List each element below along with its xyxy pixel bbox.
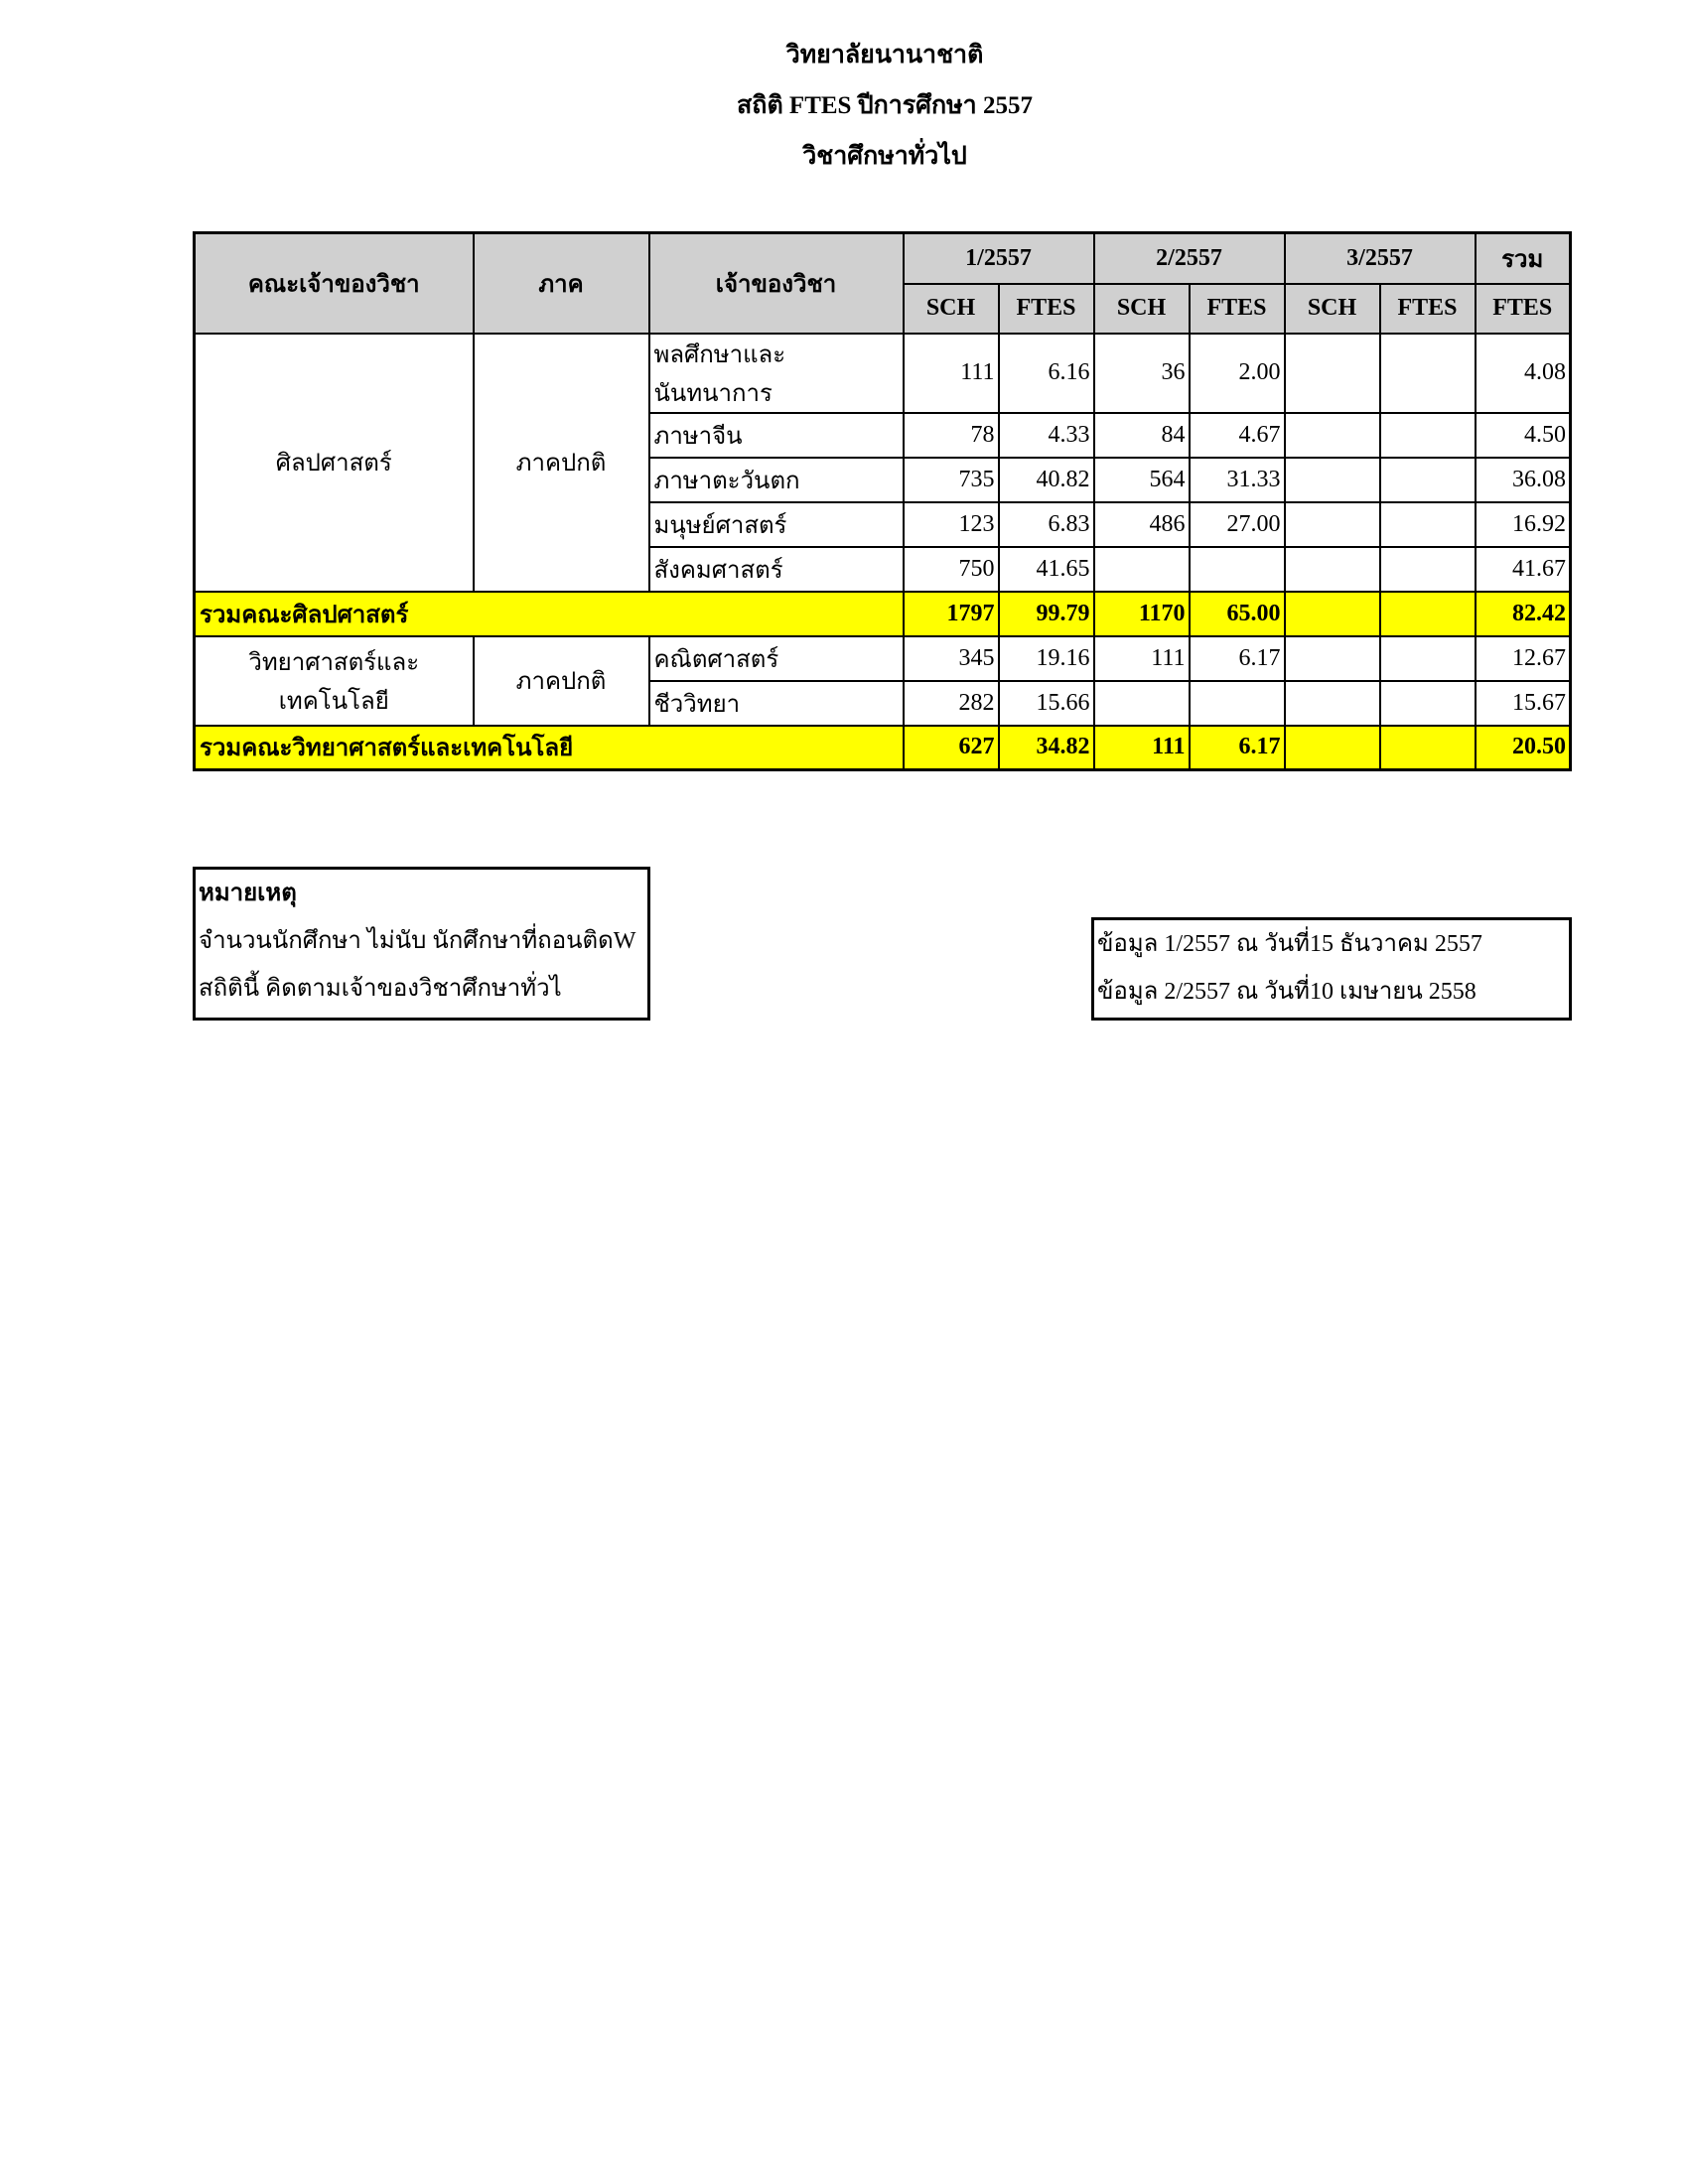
- ftes1-cell: 19.16: [999, 636, 1094, 681]
- sch2-cell: 1170: [1094, 592, 1190, 636]
- sch3-cell: [1285, 458, 1380, 502]
- sch3-cell: [1285, 726, 1380, 770]
- ftes3-cell: [1380, 636, 1476, 681]
- owner-cell: ภาษาจีน: [649, 413, 904, 458]
- sch2-cell: 36: [1094, 334, 1190, 413]
- faculty-total-label: รวมคณะวิทยาศาสตร์และเทคโนโลยี: [195, 726, 904, 770]
- header-program: ภาค: [474, 233, 649, 334]
- notes-box: [193, 867, 650, 1021]
- ftes1-cell: 40.82: [999, 458, 1094, 502]
- ftes3-cell: [1380, 592, 1476, 636]
- faculty-total-row: [195, 592, 1571, 636]
- header-owner: เจ้าของวิชา: [649, 233, 904, 334]
- header-sch-2: SCH: [1094, 284, 1190, 334]
- program-cell: ภาคปกติ: [474, 636, 649, 726]
- report-title: สถิติ FTES ปีการศึกษา 2557: [737, 92, 1033, 119]
- header-faculty: คณะเจ้าของวิชา: [195, 233, 474, 334]
- sch2-cell: [1094, 547, 1190, 592]
- ftes2-cell: 31.33: [1190, 458, 1285, 502]
- owner-cell: ชีววิทยา: [649, 681, 904, 726]
- ftes1-cell: 99.79: [999, 592, 1094, 636]
- ftes3-cell: [1380, 681, 1476, 726]
- notes-title: หมายเหตุ: [199, 881, 297, 906]
- ftes3-cell: [1380, 502, 1476, 547]
- sch1-cell: 345: [904, 636, 999, 681]
- sch3-cell: [1285, 681, 1380, 726]
- ftes2-cell: 4.67: [1190, 413, 1285, 458]
- sch1-cell: 735: [904, 458, 999, 502]
- sch1-cell: 111: [904, 334, 999, 413]
- sch1-cell: 282: [904, 681, 999, 726]
- data-date-box: [1091, 917, 1572, 1021]
- header-term-2: 2/2557: [1094, 233, 1285, 284]
- ftes2-cell: 65.00: [1190, 592, 1285, 636]
- ftes2-cell: 6.17: [1190, 726, 1285, 770]
- header-sch-1: SCH: [904, 284, 999, 334]
- faculty-cell: วิทยาศาสตร์และเทคโนโลยี: [195, 636, 474, 726]
- ftes2-cell: 27.00: [1190, 502, 1285, 547]
- sch2-cell: [1094, 681, 1190, 726]
- report-subtitle: วิชาศึกษาทั่วไป: [802, 143, 967, 170]
- ftes1-cell: 6.83: [999, 502, 1094, 547]
- table-row: [195, 636, 1571, 681]
- total-ftes-cell: 4.08: [1476, 334, 1571, 413]
- owner-cell: ภาษาตะวันตก: [649, 458, 904, 502]
- faculty-cell: ศิลปศาสตร์: [195, 334, 474, 592]
- total-ftes-cell: 36.08: [1476, 458, 1571, 502]
- owner-cell: สังคมศาสตร์: [649, 547, 904, 592]
- sch3-cell: [1285, 636, 1380, 681]
- data-date-line-2: ข้อมูล 2/2557 ณ วันที่10 เมษายน 2558: [1097, 979, 1477, 1005]
- ftes2-cell: [1190, 681, 1285, 726]
- ftes1-cell: 4.33: [999, 413, 1094, 458]
- ftes1-cell: 15.66: [999, 681, 1094, 726]
- owner-cell: คณิตศาสตร์: [649, 636, 904, 681]
- ftes1-cell: 41.65: [999, 547, 1094, 592]
- sch3-cell: [1285, 502, 1380, 547]
- header-total: รวม: [1476, 233, 1571, 284]
- sch3-cell: [1285, 334, 1380, 413]
- sch3-cell: [1285, 413, 1380, 458]
- ftes2-cell: 2.00: [1190, 334, 1285, 413]
- owner-cell: พลศึกษาและนันทนาการ: [649, 334, 904, 413]
- header-ftes-3: FTES: [1380, 284, 1476, 334]
- header-ftes-1: FTES: [999, 284, 1094, 334]
- faculty-total-label: รวมคณะศิลปศาสตร์: [195, 592, 904, 636]
- total-ftes-cell: 12.67: [1476, 636, 1571, 681]
- owner-cell: มนุษย์ศาสตร์: [649, 502, 904, 547]
- ftes2-cell: [1190, 547, 1285, 592]
- notes-line-2: สถิตินี้ คิดตามเจ้าของวิชาศึกษาทั่วไ: [199, 976, 562, 1002]
- total-ftes-cell: 15.67: [1476, 681, 1571, 726]
- data-date-line-1: ข้อมูล 1/2557 ณ วันที่15 ธันวาคม 2557: [1097, 931, 1482, 957]
- sch1-cell: 1797: [904, 592, 999, 636]
- sch1-cell: 627: [904, 726, 999, 770]
- ftes3-cell: [1380, 458, 1476, 502]
- header-sch-3: SCH: [1285, 284, 1380, 334]
- header-ftes-2: FTES: [1190, 284, 1285, 334]
- sch3-cell: [1285, 547, 1380, 592]
- sch2-cell: 564: [1094, 458, 1190, 502]
- total-ftes-cell: 41.67: [1476, 547, 1571, 592]
- table-row: [195, 334, 1571, 413]
- sch1-cell: 78: [904, 413, 999, 458]
- sch2-cell: 111: [1094, 726, 1190, 770]
- ftes3-cell: [1380, 334, 1476, 413]
- total-ftes-cell: 4.50: [1476, 413, 1571, 458]
- ftes-table: [193, 231, 1572, 771]
- sch1-cell: 750: [904, 547, 999, 592]
- ftes3-cell: [1380, 547, 1476, 592]
- total-ftes-cell: 16.92: [1476, 502, 1571, 547]
- sch2-cell: 111: [1094, 636, 1190, 681]
- ftes3-cell: [1380, 413, 1476, 458]
- ftes2-cell: 6.17: [1190, 636, 1285, 681]
- header-term-3: 3/2557: [1285, 233, 1476, 284]
- header-term-1: 1/2557: [904, 233, 1094, 284]
- ftes3-cell: [1380, 726, 1476, 770]
- faculty-total-row: [195, 726, 1571, 770]
- ftes1-cell: 6.16: [999, 334, 1094, 413]
- notes-line-1: จำนวนนักศึกษา ไม่นับ นักศึกษาที่ถอนติดW: [199, 928, 636, 954]
- header-total-ftes: FTES: [1476, 284, 1571, 334]
- sch2-cell: 84: [1094, 413, 1190, 458]
- report-title-block: [0, 30, 1688, 182]
- total-ftes-cell: 82.42: [1476, 592, 1571, 636]
- sch1-cell: 123: [904, 502, 999, 547]
- ftes1-cell: 34.82: [999, 726, 1094, 770]
- sch2-cell: 486: [1094, 502, 1190, 547]
- sch3-cell: [1285, 592, 1380, 636]
- program-cell: ภาคปกติ: [474, 334, 649, 592]
- college-name: วิทยาลัยนานาชาติ: [785, 42, 984, 68]
- total-ftes-cell: 20.50: [1476, 726, 1571, 770]
